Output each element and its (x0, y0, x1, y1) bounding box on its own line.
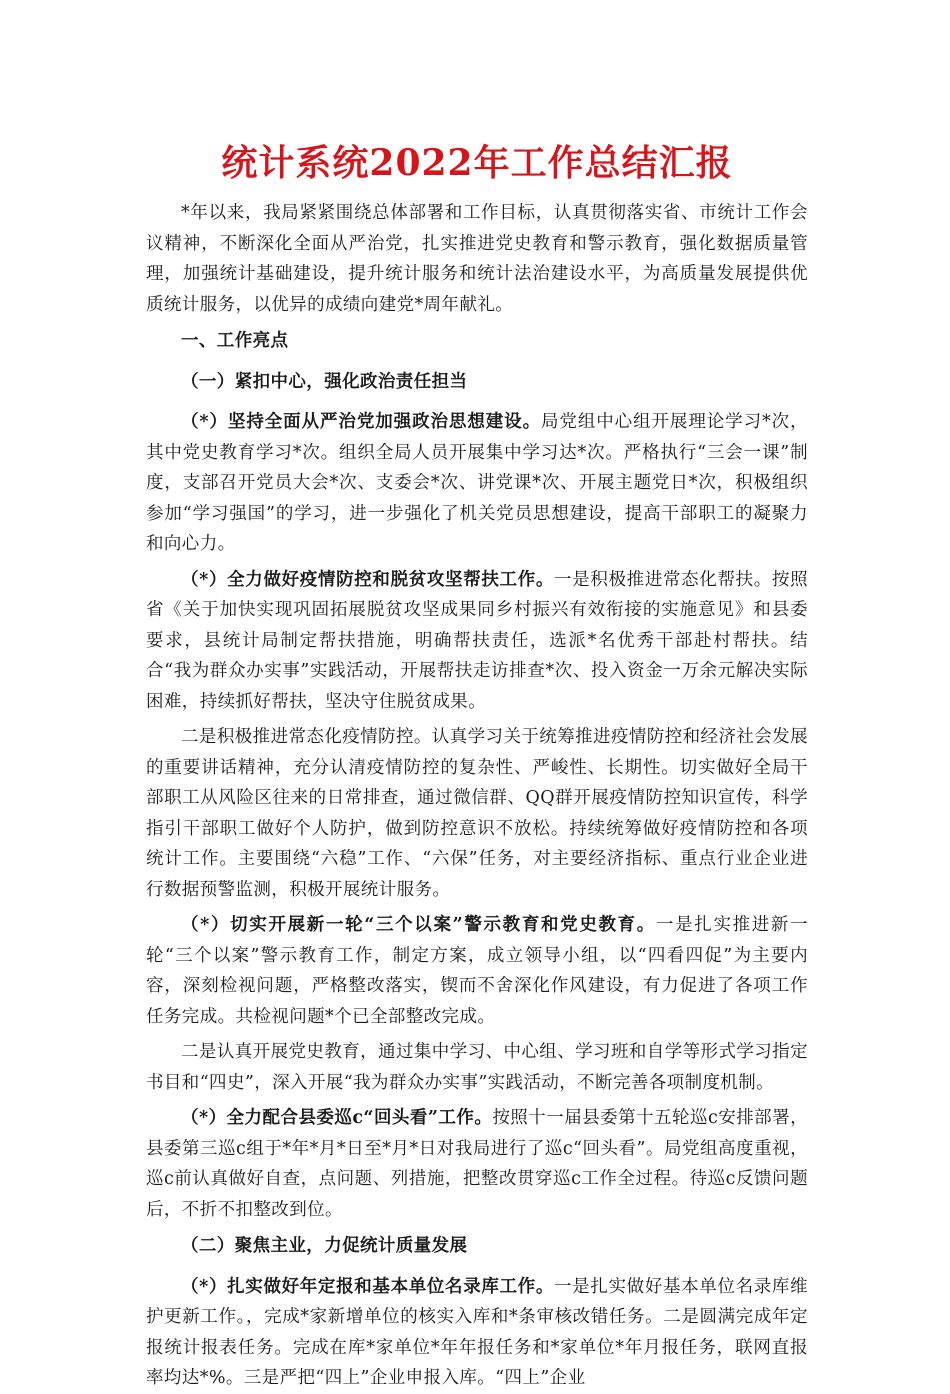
paragraph-text: 局党组中心组开展理论学习*次，其中党史教育学习*次。组织全局人员开展集中学习达*次。严格执行“三会一课”制度，支部召开党员大会*次、支委会*次、讲党课*次、开展主题党日*次，积极组织参加“学习强国”的学习，进一步强化了机关党员思想建设，提高干部职工的凝聚力和向心力。 (146, 412, 808, 554)
paragraph-lead: （*）扎实做好年定报和基本单位名录库工作。 (181, 1276, 555, 1297)
paragraph-lead: （*）全力配合县委巡c“回头看”工作。 (181, 1108, 493, 1128)
subsection-heading: （二）聚焦主业，力促统计质量发展 (181, 1236, 468, 1256)
body-paragraph (146, 722, 808, 905)
paragraph-text: 一是扎实推进新一轮“三个以案”警示教育工作，制定方案，成立领导小组，以“四看四促”为主要内容，深刻检视问题，严格整改落实，锲而不舍深化作风建设，有力促进了各项工作任务完成。共检视问题*个已全部整改完成。 (146, 915, 808, 1027)
body-paragraph (146, 910, 808, 1032)
paragraph-lead: （*）全力做好疫情防控和脱贫攻坚帮扶工作。 (181, 569, 555, 590)
paragraph-text: 二是认真开展党史教育，通过集中学习、中心组、学习班和自学等形式学习指定书目和“四史”，深入开展“我为群众办实事”实践活动，不断完善各项制度机制。 (146, 1042, 808, 1093)
subsection-heading: （一）紧扣中心，强化政治责任担当 (181, 371, 468, 392)
paragraph-text: 按照十一届县委第十五轮巡c安排部署，县委第三巡c组于*年*月*日至*月*日对我局进行了巡c“回头看”。局党组高度重视，巡c前认真做好自查，点问题、列措施，把整改贯穿巡c工作全过程。待巡c反馈问题后，不折不扣整改到位。 (146, 1108, 809, 1220)
intro-paragraph (146, 198, 808, 320)
section-heading: 一、工作亮点 (181, 331, 289, 351)
document-title: 统计系统2022年工作总结汇报 (221, 142, 733, 184)
paragraph-lead: （*）切实开展新一轮“三个以案”警示教育和党史教育。 (181, 915, 656, 935)
body-paragraph (146, 1103, 808, 1225)
paragraph-text: 一是积极推进常态化帮扶。按照省《关于加快实现巩固拓展脱贫攻坚成果同乡村振兴有效衔接的实施意见》和县委要求，县统计局制定帮扶措施，明确帮扶责任，选派*名优秀干部赴村帮扶。结合“我为群众办实事”实践活动，开展帮扶走访排查*次、投入资金一万余元解决实际困难，持续抓好帮扶，坚决守住脱贫成果。 (146, 569, 808, 712)
paragraph-text: *年以来，我局紧紧围绕总体部署和工作目标，认真贯彻落实省、市统计工作会议精神，不断深化全面从严治党，扎实推进党史教育和警示教育，强化数据质量管理，加强统计基础建设，提升统计服务和统计法治建设水平，为高质量发展提供优质统计服务，以优异的成绩向建党*周年献礼。 (146, 203, 808, 315)
paragraph-text: 二是积极推进常态化疫情防控。认真学习关于统筹推进疫情防控和经济社会发展的重要讲话精神，充分认清疫情防控的复杂性、严峻性、长期性。切实做好全局干部职工从风险区往来的日常排查，通过微信群、QQ群开展疫情防控知识宣传，科学指引干部职工做好个人防护，做到防控意识不放松。持续统筹做好疫情防控和各项统计工作。主要围绕“六稳”工作、“六保”任务，对主要经济指标、重点行业企业进行数据预警监测，积极开展统计服务。 (146, 727, 808, 900)
paragraph-lead: （*）坚持全面从严治党加强政治思想建设。 (181, 412, 541, 432)
body-paragraph (146, 1037, 808, 1098)
paragraph-text: 一是扎实做好基本单位名录库维护更新工作。，完成*家新增单位的核实入库和*条审核改错任务。二是圆满完成年定报统计报表任务。完成在库*家单位*年年报任务和*家单位*年月报任务，联网直报率均达*%。三是严把“四上”企业申报入库。“四上”企业 (146, 1276, 808, 1388)
body-paragraph (146, 407, 808, 560)
body-paragraph (146, 1272, 808, 1394)
body-paragraph (146, 565, 808, 718)
